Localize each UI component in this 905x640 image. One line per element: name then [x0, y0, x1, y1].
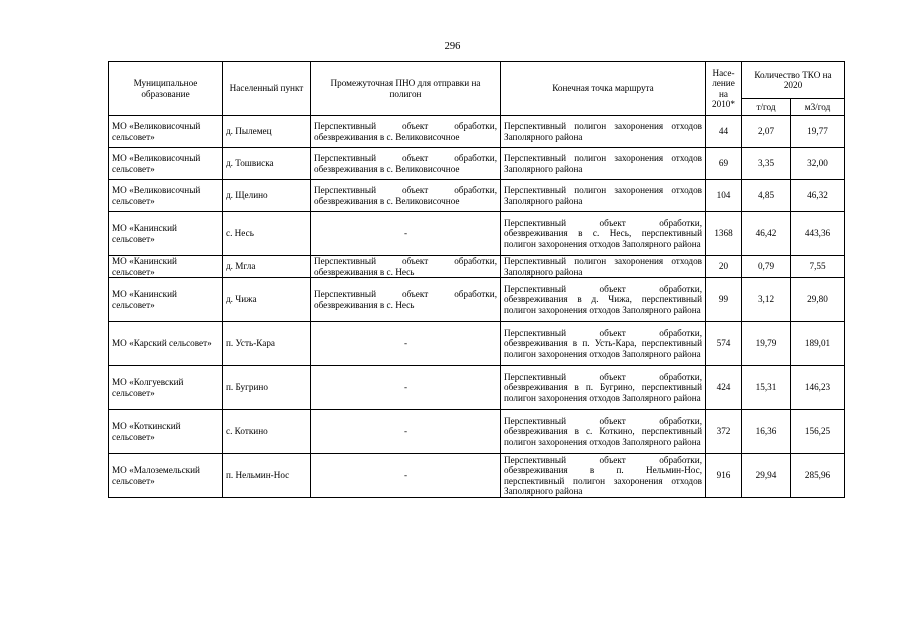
tons-per-year-cell: 4,85 — [742, 180, 791, 212]
header-endpoint: Конечная точка маршрута — [501, 62, 706, 116]
intermediate-pno-cell: Перспективный объект обработки, обезвреживания в с. Великовисочное — [311, 180, 501, 212]
table-row — [109, 410, 845, 454]
municipality-cell: МО «Великовисочный сельсовет» — [109, 148, 223, 180]
settlement-cell: д. Мгла — [223, 256, 311, 278]
endpoint-cell: Перспективный полигон захоронения отходов Заполярного района — [501, 180, 706, 212]
table-row — [109, 148, 845, 180]
table-row — [109, 322, 845, 366]
cubic-meters-per-year-cell: 46,32 — [791, 180, 845, 212]
intermediate-pno-cell: Перспективный объект обработки, обезвреживания в с. Несь — [311, 256, 501, 278]
population-cell: 372 — [706, 410, 742, 454]
table-row — [109, 366, 845, 410]
table-row — [109, 212, 845, 256]
tons-per-year-cell: 3,35 — [742, 148, 791, 180]
table-row — [109, 454, 845, 498]
header-settlement: Населенный пункт — [223, 62, 311, 116]
tons-per-year-cell: 2,07 — [742, 116, 791, 148]
endpoint-cell: Перспективный полигон захоронения отходов Заполярного района — [501, 256, 706, 278]
waste-routes-table — [108, 61, 845, 498]
municipality-cell: МО «Канинский сельсовет» — [109, 278, 223, 322]
endpoint-cell: Перспективный объект обработки, обезвреживания в с. Несь, перспективный полигон захоронения отходов Заполярного района — [501, 212, 706, 256]
population-cell: 99 — [706, 278, 742, 322]
header-unit-m3: м3/год — [791, 99, 845, 116]
endpoint-cell: Перспективный объект обработки, обезвреживания в п. Нельмин-Нос, перспективный полигон захоронения отходов Заполярного района — [501, 454, 706, 498]
intermediate-pno-cell: - — [311, 410, 501, 454]
population-cell: 69 — [706, 148, 742, 180]
tons-per-year-cell: 19,79 — [742, 322, 791, 366]
settlement-cell: п. Бугрино — [223, 366, 311, 410]
endpoint-cell: Перспективный объект обработки, обезвреживания в п. Усть-Кара, перспективный полигон захоронения отходов Заполярного района — [501, 322, 706, 366]
population-cell: 104 — [706, 180, 742, 212]
cubic-meters-per-year-cell: 443,36 — [791, 212, 845, 256]
header-municipality: Муниципальное образование — [109, 62, 223, 116]
settlement-cell: с. Несь — [223, 212, 311, 256]
intermediate-pno-cell: - — [311, 366, 501, 410]
intermediate-pno-cell: - — [311, 212, 501, 256]
tons-per-year-cell: 29,94 — [742, 454, 791, 498]
endpoint-cell: Перспективный полигон захоронения отходов Заполярного района — [501, 116, 706, 148]
tons-per-year-cell: 3,12 — [742, 278, 791, 322]
tons-per-year-cell: 0,79 — [742, 256, 791, 278]
tons-per-year-cell: 15,31 — [742, 366, 791, 410]
tons-per-year-cell: 46,42 — [742, 212, 791, 256]
table-row — [109, 278, 845, 322]
municipality-cell: МО «Колгуевский сельсовет» — [109, 366, 223, 410]
settlement-cell: д. Чижа — [223, 278, 311, 322]
municipality-cell: МО «Малоземельский сельсовет» — [109, 454, 223, 498]
settlement-cell: п. Усть-Кара — [223, 322, 311, 366]
population-cell: 916 — [706, 454, 742, 498]
cubic-meters-per-year-cell: 189,01 — [791, 322, 845, 366]
municipality-cell: МО «Канинский сельсовет» — [109, 256, 223, 278]
intermediate-pno-cell: - — [311, 322, 501, 366]
population-cell: 20 — [706, 256, 742, 278]
population-cell: 424 — [706, 366, 742, 410]
header-unit-tons: т/год — [742, 99, 791, 116]
table-row — [109, 116, 845, 148]
table-row — [109, 180, 845, 212]
cubic-meters-per-year-cell: 32,00 — [791, 148, 845, 180]
table-body — [109, 116, 845, 498]
endpoint-cell: Перспективный объект обработки, обезвреживания в д. Чижа, перспективный полигон захоронения отходов Заполярного района — [501, 278, 706, 322]
header-tko-amount: Количество ТКО на 2020 — [742, 62, 845, 99]
intermediate-pno-cell: Перспективный объект обработки, обезвреживания в с. Великовисочное — [311, 116, 501, 148]
population-cell: 574 — [706, 322, 742, 366]
settlement-cell: д. Тошвиска — [223, 148, 311, 180]
municipality-cell: МО «Великовисочный сельсовет» — [109, 180, 223, 212]
municipality-cell: МО «Великовисочный сельсовет» — [109, 116, 223, 148]
header-intermediate-pno: Промежуточная ПНО для отправки на полигон — [311, 62, 501, 116]
intermediate-pno-cell: Перспективный объект обработки, обезвреживания в с. Великовисочное — [311, 148, 501, 180]
endpoint-cell: Перспективный объект обработки, обезвреживания в с. Коткино, перспективный полигон захоронения отходов Заполярного района — [501, 410, 706, 454]
table-row — [109, 256, 845, 278]
intermediate-pno-cell: Перспективный объект обработки, обезвреживания в с. Несь — [311, 278, 501, 322]
header-population: Насе-ление на 2010* — [706, 62, 742, 116]
cubic-meters-per-year-cell: 19,77 — [791, 116, 845, 148]
settlement-cell: с. Коткино — [223, 410, 311, 454]
cubic-meters-per-year-cell: 146,23 — [791, 366, 845, 410]
cubic-meters-per-year-cell: 285,96 — [791, 454, 845, 498]
endpoint-cell: Перспективный полигон захоронения отходов Заполярного района — [501, 148, 706, 180]
endpoint-cell: Перспективный объект обработки, обезвреживания в п. Бугрино, перспективный полигон захоронения отходов Заполярного района — [501, 366, 706, 410]
page-number: 296 — [444, 41, 461, 52]
population-cell: 44 — [706, 116, 742, 148]
cubic-meters-per-year-cell: 7,55 — [791, 256, 845, 278]
tons-per-year-cell: 16,36 — [742, 410, 791, 454]
settlement-cell: п. Нельмин-Нос — [223, 454, 311, 498]
settlement-cell: д. Пылемец — [223, 116, 311, 148]
municipality-cell: МО «Канинский сельсовет» — [109, 212, 223, 256]
intermediate-pno-cell: - — [311, 454, 501, 498]
cubic-meters-per-year-cell: 29,80 — [791, 278, 845, 322]
settlement-cell: д. Щелино — [223, 180, 311, 212]
municipality-cell: МО «Карский сельсовет» — [109, 322, 223, 366]
cubic-meters-per-year-cell: 156,25 — [791, 410, 845, 454]
municipality-cell: МО «Коткинский сельсовет» — [109, 410, 223, 454]
population-cell: 1368 — [706, 212, 742, 256]
